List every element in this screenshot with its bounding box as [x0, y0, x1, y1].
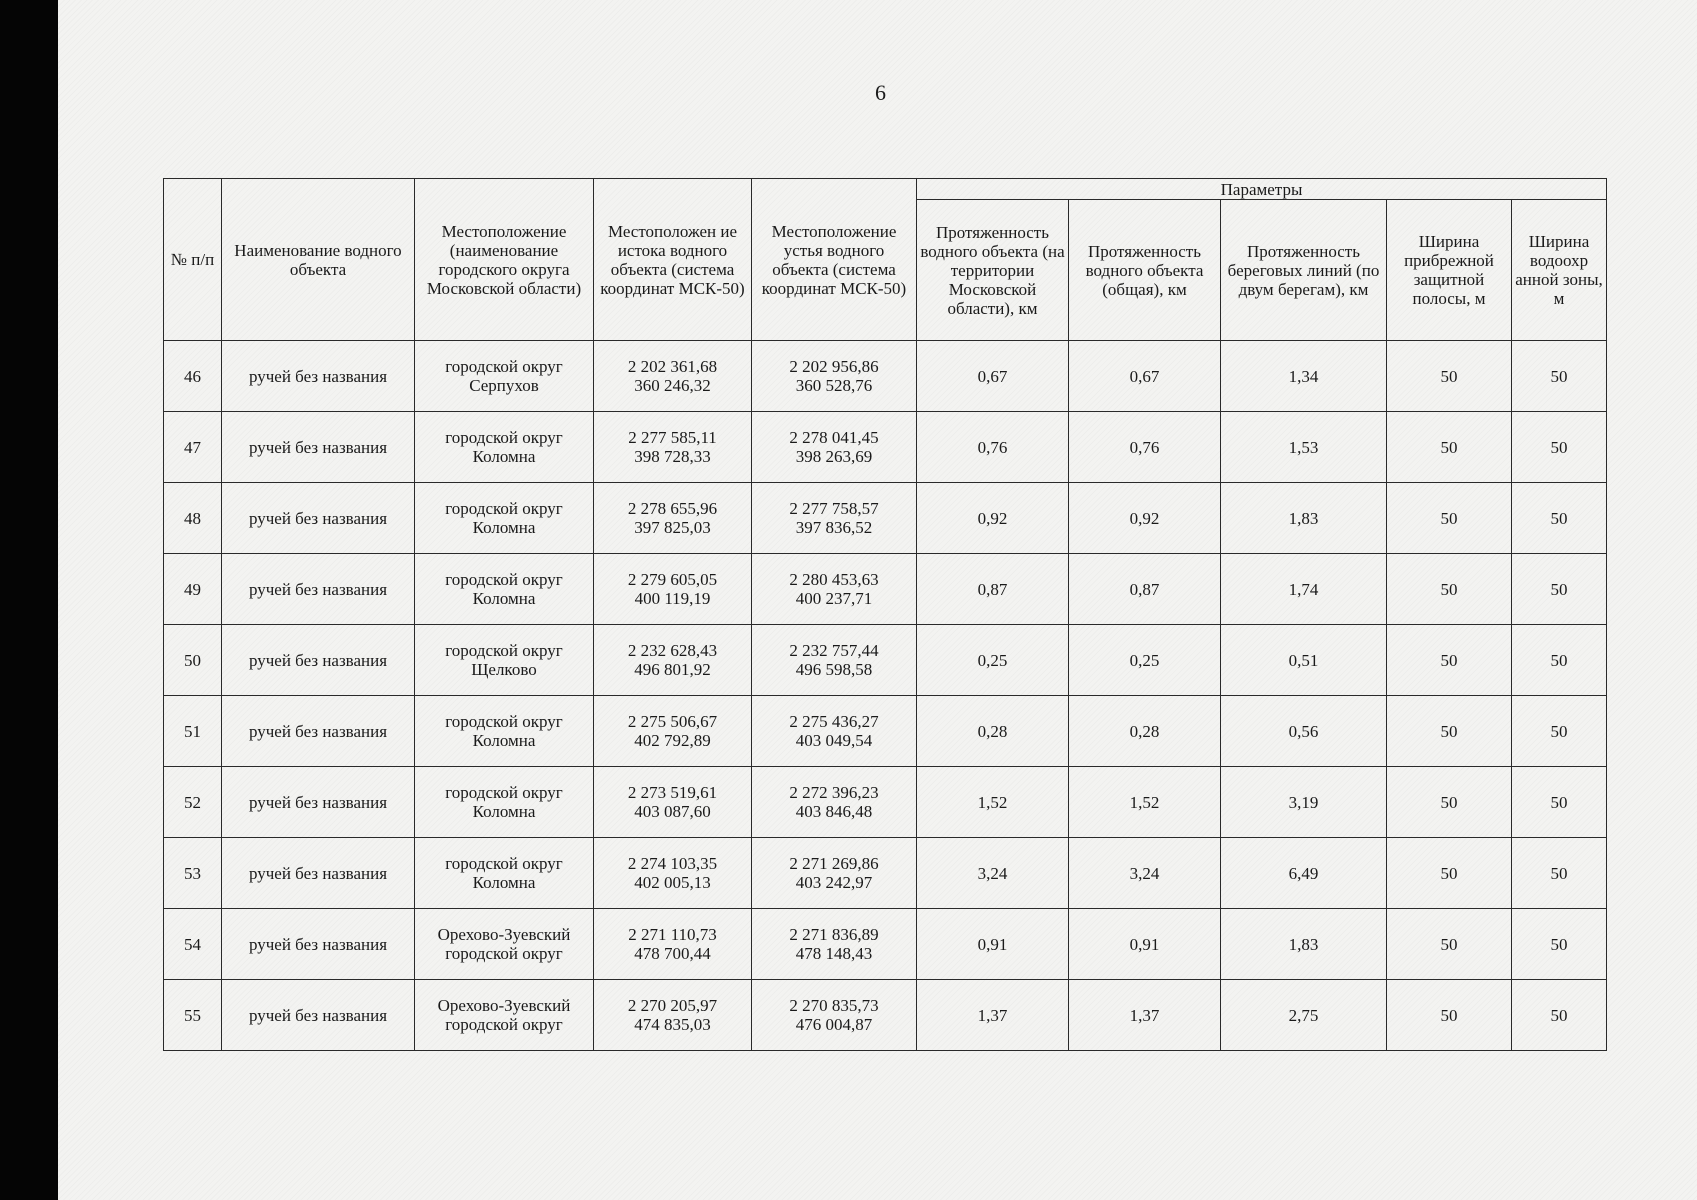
cell-name: ручей без названия	[222, 554, 415, 625]
cell-source-coords-line: 2 202 361,68	[627, 357, 718, 376]
cell-location-line: городской округ	[445, 357, 563, 376]
cell-source-coords-line: 478 700,44	[634, 944, 711, 963]
cell-buffer-strip: 50	[1387, 838, 1512, 909]
cell-name: ручей без названия	[222, 838, 415, 909]
cell-num: 52	[164, 767, 222, 838]
cell-mouth-coords-line: 403 242,97	[795, 873, 873, 892]
cell-mouth-coords-line: 496 598,58	[795, 660, 873, 679]
header-length-region: Протяженность водного объекта (на территории Московской области), км	[917, 200, 1069, 341]
table-row	[164, 483, 1607, 554]
table-row	[164, 980, 1607, 1051]
header-protection-zone: Ширина водоохр анной зоны, м	[1512, 200, 1607, 341]
cell-source-coords	[594, 909, 752, 980]
page-number: 6	[875, 80, 886, 105]
cell-mouth-coords	[752, 341, 917, 412]
cell-buffer-strip: 50	[1387, 909, 1512, 980]
cell-source-coords-line: 2 278 655,96	[627, 499, 718, 518]
cell-location-line: Коломна	[472, 518, 536, 537]
cell-mouth-coords-line: 398 263,69	[795, 447, 873, 466]
cell-source-coords-line: 2 273 519,61	[627, 783, 718, 802]
cell-shore-length: 1,53	[1221, 412, 1387, 483]
cell-shore-length: 6,49	[1221, 838, 1387, 909]
cell-protection-zone: 50	[1512, 838, 1607, 909]
table-row	[164, 625, 1607, 696]
cell-mouth-coords	[752, 483, 917, 554]
cell-source-coords	[594, 767, 752, 838]
cell-location-line: Коломна	[472, 589, 536, 608]
cell-mouth-coords-line: 403 049,54	[795, 731, 873, 750]
cell-length-region: 0,67	[917, 341, 1069, 412]
cell-num: 51	[164, 696, 222, 767]
cell-mouth-coords-line: 2 270 835,73	[789, 996, 879, 1015]
cell-length-region: 0,28	[917, 696, 1069, 767]
cell-mouth-coords-line: 2 280 453,63	[789, 570, 879, 589]
header-source: Местоположен ие истока водного объекта (система координат МСК-50)	[594, 179, 752, 341]
cell-source-coords-line: 402 792,89	[634, 731, 711, 750]
cell-mouth-coords-line: 403 846,48	[795, 802, 873, 821]
cell-location-line: Коломна	[472, 447, 536, 466]
cell-shore-length: 0,51	[1221, 625, 1387, 696]
cell-buffer-strip: 50	[1387, 412, 1512, 483]
cell-source-coords-line: 403 087,60	[634, 802, 711, 821]
cell-location-line: городской округ	[445, 854, 563, 873]
cell-name: ручей без названия	[222, 909, 415, 980]
cell-source-coords-line: 2 275 506,67	[627, 712, 718, 731]
table-row	[164, 767, 1607, 838]
scan-dark-edge	[0, 0, 58, 1200]
cell-length-total: 1,52	[1069, 767, 1221, 838]
cell-mouth-coords	[752, 412, 917, 483]
cell-mouth-coords-line: 2 272 396,23	[789, 783, 879, 802]
cell-shore-length: 3,19	[1221, 767, 1387, 838]
header-mouth: Местоположение устья водного объекта (система координат МСК-50)	[752, 179, 917, 341]
cell-protection-zone: 50	[1512, 341, 1607, 412]
cell-mouth-coords-line: 400 237,71	[795, 589, 873, 608]
cell-buffer-strip: 50	[1387, 767, 1512, 838]
cell-num: 49	[164, 554, 222, 625]
cell-shore-length: 1,74	[1221, 554, 1387, 625]
cell-source-coords-line: 2 274 103,35	[627, 854, 718, 873]
cell-num: 46	[164, 341, 222, 412]
table-row	[164, 909, 1607, 980]
cell-protection-zone: 50	[1512, 909, 1607, 980]
cell-location	[415, 838, 594, 909]
cell-mouth-coords-line: 476 004,87	[795, 1015, 873, 1034]
cell-location	[415, 909, 594, 980]
cell-source-coords-line: 2 277 585,11	[628, 428, 717, 447]
cell-shore-length: 1,34	[1221, 341, 1387, 412]
cell-location	[415, 412, 594, 483]
cell-source-coords-line: 402 005,13	[634, 873, 711, 892]
cell-source-coords	[594, 483, 752, 554]
cell-length-region: 3,24	[917, 838, 1069, 909]
cell-num: 53	[164, 838, 222, 909]
cell-protection-zone: 50	[1512, 980, 1607, 1051]
cell-buffer-strip: 50	[1387, 341, 1512, 412]
cell-mouth-coords-line: 2 275 436,27	[789, 712, 879, 731]
cell-mouth-coords	[752, 838, 917, 909]
cell-name: ручей без названия	[222, 767, 415, 838]
cell-mouth-coords	[752, 980, 917, 1051]
cell-mouth-coords	[752, 696, 917, 767]
cell-name: ручей без названия	[222, 483, 415, 554]
cell-location-line: городской округ	[445, 499, 563, 518]
cell-shore-length: 0,56	[1221, 696, 1387, 767]
cell-length-region: 0,87	[917, 554, 1069, 625]
header-shore-length: Протяженность береговых линий (по двум берегам), км	[1221, 200, 1387, 341]
cell-length-total: 0,25	[1069, 625, 1221, 696]
cell-location-line: Коломна	[472, 873, 536, 892]
cell-mouth-coords	[752, 909, 917, 980]
cell-source-coords-line: 2 271 110,73	[628, 925, 717, 944]
cell-mouth-coords-line: 2 271 269,86	[789, 854, 879, 873]
cell-name: ручей без названия	[222, 412, 415, 483]
cell-source-coords-line: 360 246,32	[634, 376, 711, 395]
cell-buffer-strip: 50	[1387, 696, 1512, 767]
cell-buffer-strip: 50	[1387, 980, 1512, 1051]
cell-location	[415, 483, 594, 554]
cell-mouth-coords-line: 397 836,52	[795, 518, 873, 537]
cell-source-coords-line: 496 801,92	[634, 660, 711, 679]
cell-source-coords-line: 2 232 628,43	[627, 641, 718, 660]
cell-name: ручей без названия	[222, 341, 415, 412]
cell-length-region: 0,76	[917, 412, 1069, 483]
cell-location-line: городской округ	[445, 783, 563, 802]
cell-source-coords	[594, 980, 752, 1051]
cell-source-coords	[594, 554, 752, 625]
cell-location	[415, 554, 594, 625]
cell-source-coords	[594, 412, 752, 483]
cell-location-line: Коломна	[472, 731, 536, 750]
cell-protection-zone: 50	[1512, 696, 1607, 767]
cell-mouth-coords-line: 360 528,76	[795, 376, 873, 395]
cell-length-total: 0,28	[1069, 696, 1221, 767]
header-parameters: Параметры	[917, 179, 1607, 200]
table-row	[164, 554, 1607, 625]
cell-num: 48	[164, 483, 222, 554]
header-name: Наименование водного объекта	[222, 179, 415, 341]
cell-location-line: городской округ	[445, 641, 563, 660]
cell-shore-length: 2,75	[1221, 980, 1387, 1051]
cell-source-coords-line: 2 270 205,97	[627, 996, 718, 1015]
cell-mouth-coords	[752, 554, 917, 625]
cell-length-total: 0,76	[1069, 412, 1221, 483]
cell-protection-zone: 50	[1512, 412, 1607, 483]
header-num: № п/п	[164, 179, 222, 341]
cell-source-coords-line: 474 835,03	[634, 1015, 711, 1034]
cell-source-coords-line: 397 825,03	[634, 518, 711, 537]
cell-location-line: городской округ	[445, 570, 563, 589]
cell-num: 54	[164, 909, 222, 980]
cell-location	[415, 696, 594, 767]
cell-length-region: 1,52	[917, 767, 1069, 838]
cell-mouth-coords-line: 2 232 757,44	[789, 641, 879, 660]
cell-num: 55	[164, 980, 222, 1051]
cell-length-total: 0,92	[1069, 483, 1221, 554]
cell-shore-length: 1,83	[1221, 909, 1387, 980]
cell-source-coords	[594, 625, 752, 696]
cell-name: ручей без названия	[222, 980, 415, 1051]
cell-location	[415, 980, 594, 1051]
cell-mouth-coords-line: 2 202 956,86	[789, 357, 879, 376]
table-row	[164, 838, 1607, 909]
cell-length-total: 3,24	[1069, 838, 1221, 909]
cell-location-line: городской округ	[445, 428, 563, 447]
header-location: Местоположение (наименование городского округа Московской области)	[415, 179, 594, 341]
cell-protection-zone: 50	[1512, 554, 1607, 625]
cell-length-region: 0,92	[917, 483, 1069, 554]
cell-protection-zone: 50	[1512, 483, 1607, 554]
cell-buffer-strip: 50	[1387, 625, 1512, 696]
cell-length-total: 1,37	[1069, 980, 1221, 1051]
cell-source-coords-line: 400 119,19	[634, 589, 711, 608]
cell-location-line: городской округ	[445, 944, 563, 963]
cell-buffer-strip: 50	[1387, 483, 1512, 554]
cell-location-line: Орехово-Зуевский	[437, 996, 571, 1015]
water-objects-table	[163, 178, 1607, 1051]
cell-mouth-coords-line: 2 277 758,57	[789, 499, 879, 518]
header-buffer-strip: Ширина прибрежной защитной полосы, м	[1387, 200, 1512, 341]
cell-source-coords	[594, 696, 752, 767]
cell-length-region: 0,91	[917, 909, 1069, 980]
table-row	[164, 696, 1607, 767]
header-length-total: Протяженность водного объекта (общая), км	[1069, 200, 1221, 341]
cell-source-coords	[594, 341, 752, 412]
cell-length-region: 1,37	[917, 980, 1069, 1051]
cell-location	[415, 767, 594, 838]
cell-name: ручей без названия	[222, 696, 415, 767]
table-body	[164, 341, 1607, 1051]
cell-mouth-coords-line: 478 148,43	[795, 944, 873, 963]
cell-location-line: Щелково	[471, 660, 537, 679]
cell-location-line: Серпухов	[469, 376, 539, 395]
cell-shore-length: 1,83	[1221, 483, 1387, 554]
table-row	[164, 412, 1607, 483]
cell-location-line: городской округ	[445, 712, 563, 731]
cell-protection-zone: 50	[1512, 625, 1607, 696]
cell-source-coords-line: 398 728,33	[634, 447, 711, 466]
cell-source-coords-line: 2 279 605,05	[627, 570, 718, 589]
cell-location-line: городской округ	[445, 1015, 563, 1034]
table-row	[164, 341, 1607, 412]
cell-mouth-coords-line: 2 271 836,89	[789, 925, 879, 944]
cell-location	[415, 341, 594, 412]
cell-location	[415, 625, 594, 696]
cell-length-total: 0,91	[1069, 909, 1221, 980]
cell-name: ручей без названия	[222, 625, 415, 696]
cell-num: 50	[164, 625, 222, 696]
cell-length-total: 0,67	[1069, 341, 1221, 412]
cell-location-line: Коломна	[472, 802, 536, 821]
cell-num: 47	[164, 412, 222, 483]
cell-mouth-coords	[752, 767, 917, 838]
cell-location-line: Орехово-Зуевский	[437, 925, 571, 944]
cell-source-coords	[594, 838, 752, 909]
cell-length-region: 0,25	[917, 625, 1069, 696]
cell-mouth-coords	[752, 625, 917, 696]
cell-mouth-coords-line: 2 278 041,45	[789, 428, 879, 447]
cell-buffer-strip: 50	[1387, 554, 1512, 625]
cell-protection-zone: 50	[1512, 767, 1607, 838]
cell-length-total: 0,87	[1069, 554, 1221, 625]
